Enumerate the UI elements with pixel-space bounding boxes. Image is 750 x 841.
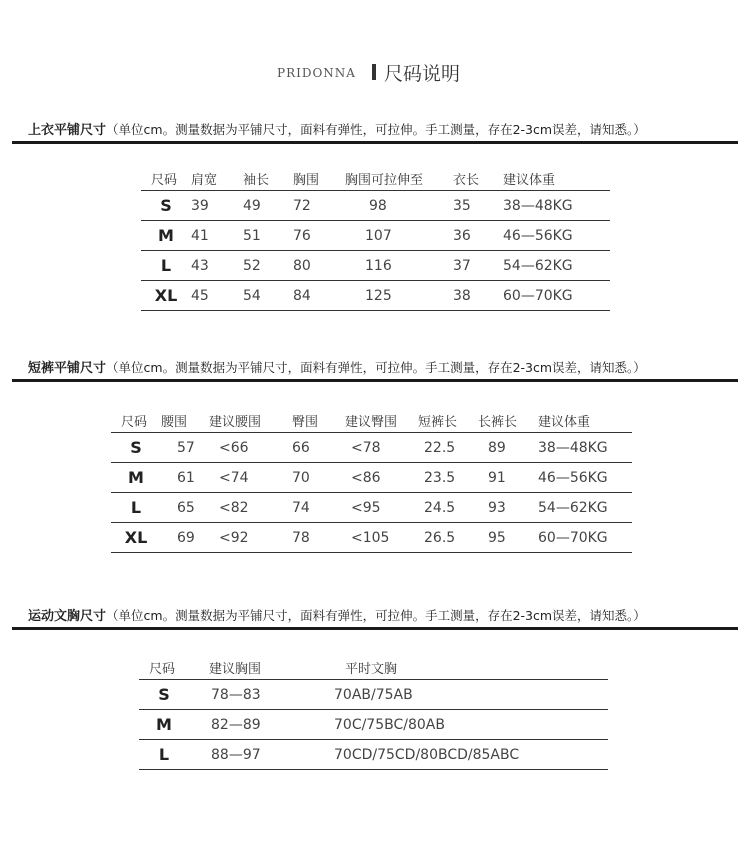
table-row — [111, 463, 632, 493]
column-header: 建议体重 — [503, 172, 556, 188]
brand-name: PRIDONNA — [277, 66, 356, 80]
table-cell: <78 — [351, 439, 381, 456]
section-rule — [12, 141, 738, 144]
table-row — [141, 191, 610, 221]
table-row — [111, 493, 632, 523]
table-row — [141, 281, 610, 311]
table-cell: 74 — [292, 499, 310, 516]
table-cell: <74 — [219, 469, 249, 486]
table-cell: 70C/75BC/80AB — [334, 716, 445, 733]
table-cell: 70AB/75AB — [334, 686, 413, 703]
table-cell: 24.5 — [424, 499, 456, 516]
column-header: 尺码 — [151, 172, 178, 188]
table-cell: 35 — [453, 197, 471, 214]
table-cell: 22.5 — [424, 439, 456, 456]
table-row — [141, 251, 610, 281]
column-header: 胸围可拉伸至 — [345, 172, 424, 188]
table-cell: 72 — [293, 197, 311, 214]
column-header: 臀围 — [292, 414, 319, 430]
column-header: 衣长 — [453, 172, 480, 188]
table-cell: 39 — [191, 197, 209, 214]
table-cell: 43 — [191, 257, 209, 274]
table-cell: 65 — [177, 499, 195, 516]
size-table-bra — [139, 655, 608, 770]
table-cell: 54 — [243, 287, 261, 304]
table-cell: 78—83 — [211, 686, 261, 703]
table-cell: 95 — [488, 529, 506, 546]
table-row — [139, 740, 608, 770]
section-heading: 上衣平铺尺寸 — [28, 123, 107, 138]
section-title-tops — [28, 119, 646, 138]
column-header: 建议胸围 — [209, 661, 262, 677]
table-header-row — [141, 166, 610, 191]
size-cell: S — [160, 196, 172, 215]
page-header — [0, 58, 750, 88]
page-title: 尺码说明 — [384, 63, 461, 85]
table-cell: 80 — [293, 257, 311, 274]
section-rule — [12, 627, 738, 630]
table-cell: 46—56KG — [503, 227, 573, 244]
column-header: 袖长 — [243, 172, 270, 188]
size-cell: L — [130, 498, 142, 517]
table-cell: 54—62KG — [503, 257, 573, 274]
section-note: （单位cm。测量数据为平铺尺寸，面料有弹性，可拉伸。手工测量，存在2-3cm误差，请知悉。） — [106, 608, 646, 623]
table-cell: 70CD/75CD/80BCD/85ABC — [334, 746, 520, 763]
table-row — [139, 710, 608, 740]
table-cell: 116 — [365, 257, 392, 274]
table-cell: 49 — [243, 197, 261, 214]
table-row — [111, 523, 632, 553]
table-cell: 89 — [488, 439, 506, 456]
table-cell: 84 — [293, 287, 311, 304]
table-cell: 107 — [365, 227, 392, 244]
section-rule — [12, 379, 738, 382]
size-cell: S — [130, 438, 142, 457]
table-cell: 61 — [177, 469, 195, 486]
table-cell: <86 — [351, 469, 381, 486]
column-header: 尺码 — [149, 661, 176, 677]
size-cell: M — [128, 468, 144, 487]
table-cell: 38—48KG — [503, 197, 573, 214]
table-cell: 91 — [488, 469, 506, 486]
table-cell: <66 — [219, 439, 249, 456]
column-header: 建议腰围 — [209, 414, 262, 430]
section-note: （单位cm。测量数据为平铺尺寸，面料有弹性，可拉伸。手工测量，存在2-3cm误差，请知悉。） — [106, 122, 646, 137]
table-row — [139, 680, 608, 710]
table-cell: 38 — [453, 287, 471, 304]
table-cell: 51 — [243, 227, 261, 244]
column-header: 肩宽 — [191, 172, 218, 188]
table-cell: 23.5 — [424, 469, 456, 486]
table-cell: 26.5 — [424, 529, 456, 546]
table-cell: 36 — [453, 227, 471, 244]
table-cell: 46—56KG — [538, 469, 608, 486]
table-cell: 88—97 — [211, 746, 261, 763]
size-cell: M — [158, 226, 174, 245]
section-note: （单位cm。测量数据为平铺尺寸，面料有弹性，可拉伸。手工测量，存在2-3cm误差，请知悉。） — [106, 360, 646, 375]
title-divider-bar — [372, 64, 376, 80]
size-table-shorts — [111, 408, 632, 553]
table-cell: 52 — [243, 257, 261, 274]
table-cell: 82—89 — [211, 716, 261, 733]
table-row — [111, 433, 632, 463]
table-cell: 70 — [292, 469, 310, 486]
table-cell: 60—70KG — [538, 529, 608, 546]
size-cell: L — [160, 256, 172, 275]
table-cell: 69 — [177, 529, 195, 546]
table-cell: 66 — [292, 439, 310, 456]
table-cell: 54—62KG — [538, 499, 608, 516]
column-header: 建议臀围 — [345, 414, 398, 430]
section-heading: 短裤平铺尺寸 — [28, 361, 107, 376]
table-cell: 57 — [177, 439, 195, 456]
size-cell: XL — [154, 286, 178, 305]
size-cell: S — [158, 685, 170, 704]
column-header: 短裤长 — [418, 414, 458, 430]
column-header: 平时文胸 — [345, 661, 398, 677]
table-cell: 41 — [191, 227, 209, 244]
size-table-tops — [141, 166, 610, 311]
column-header: 胸围 — [293, 172, 320, 188]
size-cell: XL — [124, 528, 148, 547]
table-header-row — [111, 408, 632, 433]
table-header-row — [139, 655, 608, 680]
table-cell: 45 — [191, 287, 209, 304]
column-header: 腰围 — [161, 414, 188, 430]
table-cell: 37 — [453, 257, 471, 274]
table-cell: <92 — [219, 529, 249, 546]
section-heading: 运动文胸尺寸 — [28, 609, 107, 624]
table-cell: 38—48KG — [538, 439, 608, 456]
table-row — [141, 221, 610, 251]
size-cell: L — [158, 745, 170, 764]
size-cell: M — [156, 715, 172, 734]
table-cell: 60—70KG — [503, 287, 573, 304]
table-cell: 125 — [365, 287, 392, 304]
table-cell: 98 — [369, 197, 387, 214]
table-cell: 93 — [488, 499, 506, 516]
section-title-bra — [28, 605, 646, 624]
table-cell: <105 — [351, 529, 390, 546]
column-header: 建议体重 — [538, 414, 591, 430]
column-header: 长裤长 — [478, 414, 518, 430]
table-cell: <82 — [219, 499, 249, 516]
section-title-shorts — [28, 357, 646, 376]
table-cell: <95 — [351, 499, 381, 516]
table-cell: 76 — [293, 227, 311, 244]
table-cell: 78 — [292, 529, 310, 546]
column-header: 尺码 — [121, 414, 148, 430]
